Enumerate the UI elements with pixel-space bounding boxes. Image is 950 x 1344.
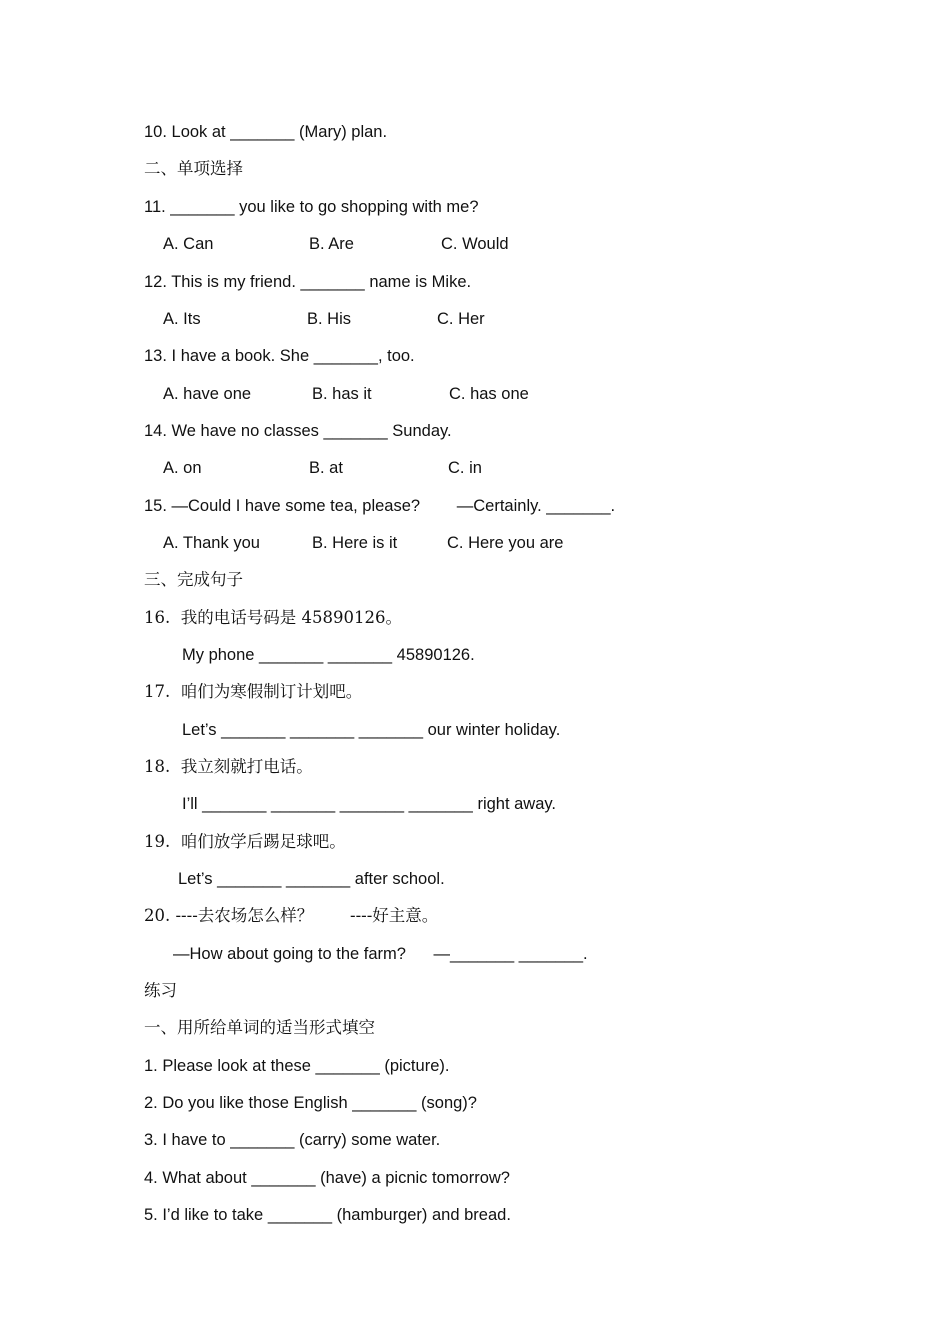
question-12: 12. This is my friend. _______ name is Mike. bbox=[144, 273, 472, 291]
option-12-a: A. Its bbox=[163, 310, 201, 328]
question-19-chinese: 19. 咱们放学后踢足球吧。 bbox=[144, 832, 346, 851]
practice-heading: 练习 bbox=[144, 981, 177, 1000]
section-heading-multiple-choice: 二、单项选择 bbox=[144, 159, 243, 178]
option-13-b: B. has it bbox=[312, 385, 372, 403]
option-15-a: A. Thank you bbox=[163, 534, 260, 552]
question-11: 11. _______ you like to go shopping with me? bbox=[144, 198, 479, 216]
option-13-a: A. have one bbox=[163, 385, 252, 403]
question-14: 14. We have no classes _______ Sunday. bbox=[144, 422, 452, 440]
practice-section-heading: 一、用所给单词的适当形式填空 bbox=[144, 1018, 375, 1037]
question-20-english: —How about going to the farm? —_______ _______. bbox=[173, 945, 588, 963]
question-18-chinese: 18. 我立刻就打电话。 bbox=[144, 757, 313, 776]
option-12-c: C. Her bbox=[437, 310, 485, 328]
option-11-b: B. Are bbox=[309, 235, 354, 253]
option-13-c: C. has one bbox=[449, 385, 529, 403]
question-17-chinese: 17. 咱们为寒假制订计划吧。 bbox=[144, 682, 363, 701]
question-16-english: My phone _______ _______ 45890126. bbox=[182, 646, 475, 664]
option-11-c: C. Would bbox=[441, 235, 509, 253]
question-18-english: I’ll _______ _______ _______ _______ right away. bbox=[182, 795, 557, 813]
question-17-english: Let’s _______ _______ _______ our winter holiday. bbox=[182, 721, 561, 739]
practice-4: 4. What about _______ (have) a picnic tomorrow? bbox=[144, 1169, 510, 1187]
option-12-b: B. His bbox=[307, 310, 352, 328]
question-19-english: Let’s _______ _______ after school. bbox=[178, 870, 445, 888]
question-20-chinese: 20. ----去农场怎么样？ ----好主意。 bbox=[144, 906, 439, 925]
question-13: 13. I have a book. She _______, too. bbox=[144, 347, 415, 365]
practice-3: 3. I have to _______ (carry) some water. bbox=[144, 1131, 441, 1149]
practice-5: 5. I’d like to take _______ (hamburger) and bread. bbox=[144, 1206, 511, 1224]
option-14-b: B. at bbox=[309, 459, 343, 477]
section-heading-complete-sentences: 三、完成句子 bbox=[144, 570, 243, 589]
question-16-chinese: 16. 我的电话号码是 45890126。 bbox=[144, 608, 402, 627]
question-10: 10. Look at _______ (Mary) plan. bbox=[144, 123, 388, 141]
option-14-c: C. in bbox=[448, 459, 482, 477]
option-14-a: A. on bbox=[163, 459, 202, 477]
practice-2: 2. Do you like those English _______ (song)? bbox=[144, 1094, 477, 1112]
option-15-c: C. Here you are bbox=[447, 534, 564, 552]
practice-1: 1. Please look at these _______ (picture). bbox=[144, 1057, 450, 1075]
option-15-b: B. Here is it bbox=[312, 534, 398, 552]
option-11-a: A. Can bbox=[163, 235, 214, 253]
question-15: 15. —Could I have some tea, please? —Certainly. _______. bbox=[144, 497, 616, 515]
